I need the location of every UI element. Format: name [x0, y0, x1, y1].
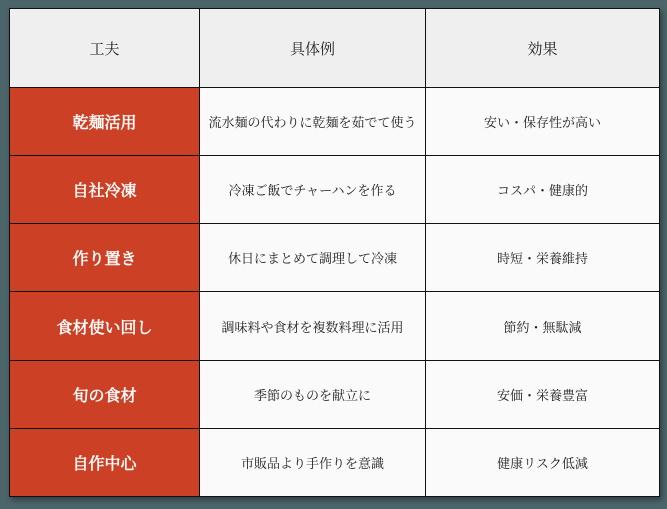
- header-cell-example: 具体例: [200, 9, 426, 88]
- example-cell: 流水麺の代わりに乾麺を茹でて使う: [200, 88, 426, 156]
- example-cell: 季節のものを献立に: [200, 360, 426, 428]
- row-label-cell: 旬の食材: [10, 360, 200, 428]
- table-row: [10, 224, 660, 292]
- table-row: [10, 428, 660, 496]
- table-header: [10, 9, 660, 88]
- row-label-cell: 自作中心: [10, 428, 200, 496]
- table-body: [10, 88, 660, 497]
- effect-cell: 安価・栄養豊富: [426, 360, 660, 428]
- effect-cell: 時短・栄養維持: [426, 224, 660, 292]
- example-cell: 市販品より手作りを意識: [200, 428, 426, 496]
- effect-cell: 健康リスク低減: [426, 428, 660, 496]
- header-cell-effect: 効果: [426, 9, 660, 88]
- table-row: [10, 292, 660, 360]
- effect-cell: 節約・無駄減: [426, 292, 660, 360]
- row-label-cell: 自社冷凍: [10, 156, 200, 224]
- example-cell: 冷凍ご飯でチャーハンを作る: [200, 156, 426, 224]
- effect-cell: 安い・保存性が高い: [426, 88, 660, 156]
- meal-saving-ideas-table: [9, 8, 660, 497]
- effect-cell: コスパ・健康的: [426, 156, 660, 224]
- header-row: [10, 9, 660, 88]
- row-label-cell: 作り置き: [10, 224, 200, 292]
- row-label-cell: 乾麺活用: [10, 88, 200, 156]
- table-row: [10, 88, 660, 156]
- row-label-cell: 食材使い回し: [10, 292, 200, 360]
- table-row: [10, 360, 660, 428]
- example-cell: 調味料や食材を複数料理に活用: [200, 292, 426, 360]
- table-row: [10, 156, 660, 224]
- example-cell: 休日にまとめて調理して冷凍: [200, 224, 426, 292]
- header-cell-idea: 工夫: [10, 9, 200, 88]
